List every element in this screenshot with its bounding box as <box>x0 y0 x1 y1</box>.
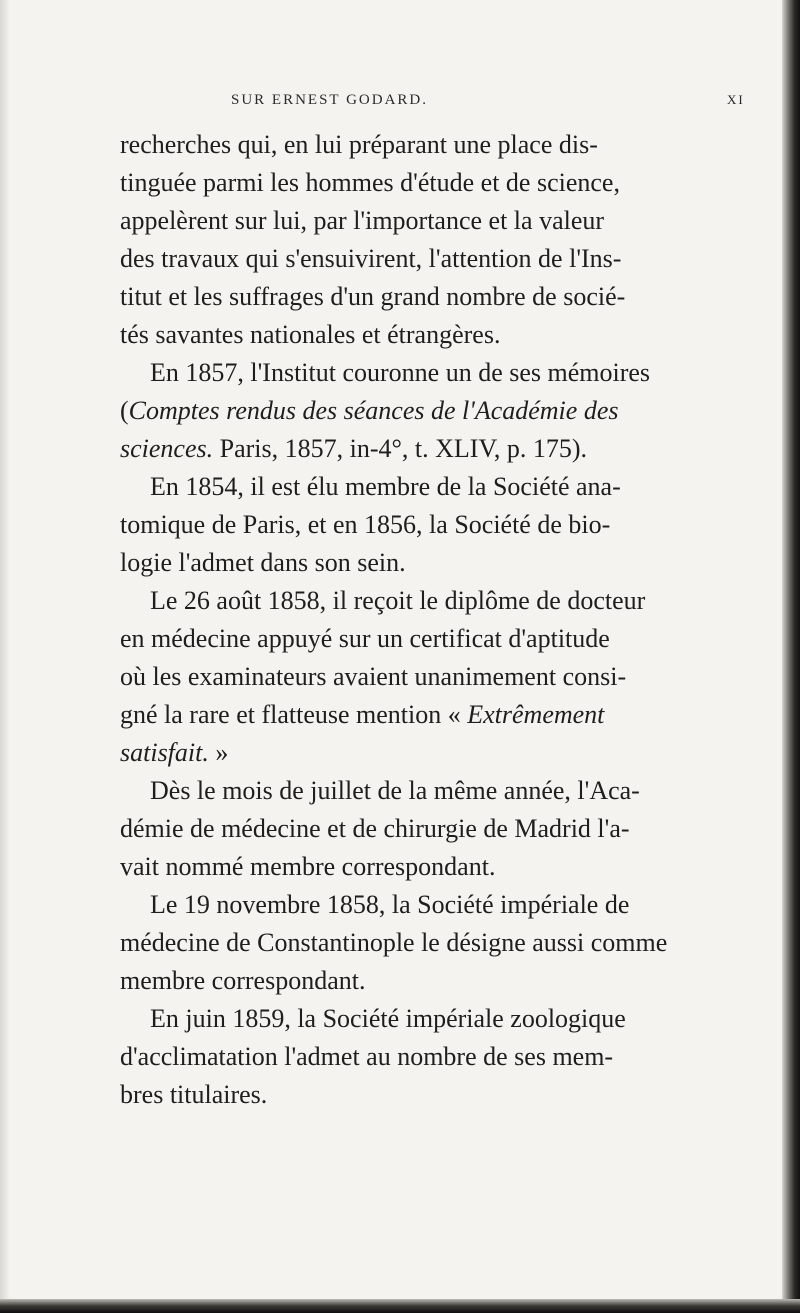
page-bottom-edge <box>0 1299 800 1313</box>
running-head-title: SUR ERNEST GODARD. <box>231 92 428 108</box>
body-text <box>120 126 735 1114</box>
text-line: En 1854, il est élu membre de la Société ana- <box>150 472 621 501</box>
text-line: titut et les suffrages d'un grand nombre de socié- <box>120 282 626 311</box>
text-line: en médecine appuyé sur un certificat d'aptitude <box>120 624 610 653</box>
text-line <box>120 430 735 468</box>
paragraph-6 <box>120 886 735 1000</box>
text-line: Le 19 novembre 1858, la Société impériale de <box>150 890 630 919</box>
text-line: En juin 1859, la Société impériale zoologique <box>150 1004 626 1033</box>
paragraph-7 <box>120 1000 735 1114</box>
mention-text: Extrêmement <box>467 700 605 729</box>
paragraph-4 <box>120 582 735 772</box>
text-line: vait nommé membre correspondant. <box>120 852 496 881</box>
text-line: Le 26 août 1858, il reçoit le diplôme de docteur <box>150 586 646 615</box>
text-line: En 1857, l'Institut couronne un de ses mémoires <box>150 358 651 387</box>
binding-edge <box>782 0 800 1313</box>
open-paren: ( <box>120 396 129 425</box>
text-line: où les examinateurs avaient unanimement consi- <box>120 662 627 691</box>
text-line: médecine de Constantinople le désigne aussi comme <box>120 928 668 957</box>
text-line: membre correspondant. <box>120 966 366 995</box>
citation: Paris, 1857, in-4°, t. XLIV, p. 175). <box>213 434 588 463</box>
text-line: recherches qui, en lui préparant une place dis- <box>120 130 598 159</box>
journal-title: Comptes rendus des séances de l'Académie des <box>128 396 619 425</box>
text-line: des travaux qui s'ensuivirent, l'attention de l'Ins- <box>120 244 622 273</box>
text-line <box>120 392 735 430</box>
text-line: tinguée parmi les hommes d'étude et de science, <box>120 168 620 197</box>
paragraph-3 <box>120 468 735 582</box>
running-head <box>0 92 800 116</box>
text-line: d'acclimatation l'admet au nombre de ses mem- <box>120 1042 614 1071</box>
paragraph-2 <box>120 354 735 468</box>
text-line: appelèrent sur lui, par l'importance et la valeur <box>120 206 605 235</box>
paragraph-1 <box>120 126 735 354</box>
journal-title-end: sciences. <box>120 434 214 463</box>
text-segment: gné la rare et flatteuse mention « <box>120 700 468 729</box>
close-quote: » <box>208 738 229 767</box>
text-line: Dès le mois de juillet de la même année, l'Aca- <box>150 776 640 805</box>
text-line: tomique de Paris, et en 1856, la Société de bio- <box>120 510 611 539</box>
page-number: XI <box>727 92 745 107</box>
mention-text-end: satisfait. <box>120 738 209 767</box>
page-shadow-left <box>0 0 10 1313</box>
text-line <box>120 734 735 772</box>
text-line: tés savantes nationales et étrangères. <box>120 320 501 349</box>
text-line: bres titulaires. <box>120 1080 268 1109</box>
text-line <box>120 696 735 734</box>
text-line: démie de médecine et de chirurgie de Madrid l'a- <box>120 814 630 843</box>
text-line: logie l'admet dans son sein. <box>120 548 406 577</box>
paragraph-5 <box>120 772 735 886</box>
